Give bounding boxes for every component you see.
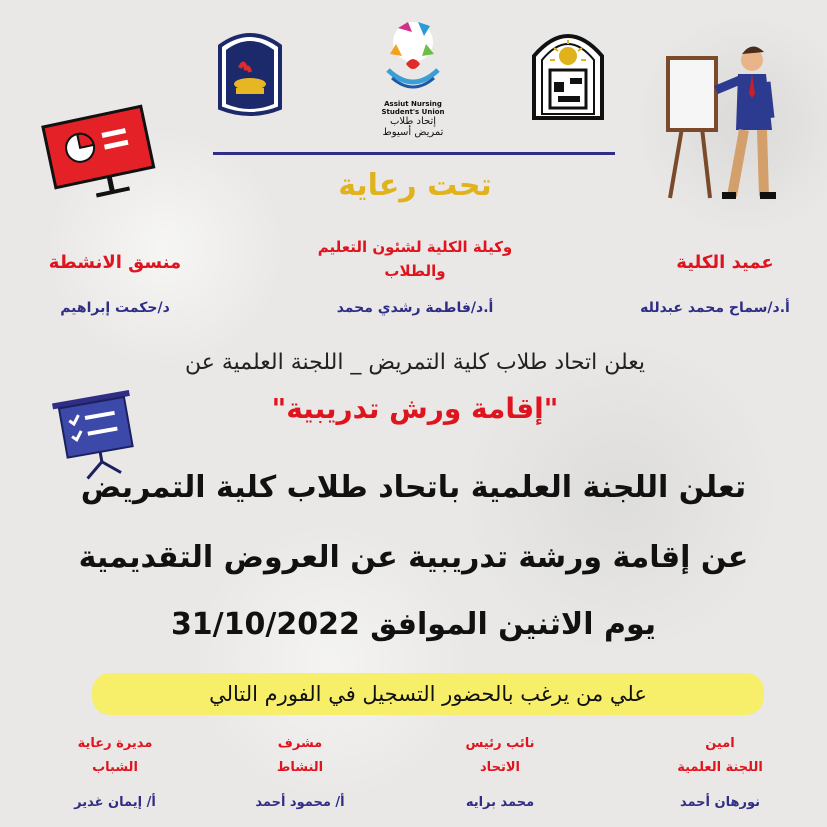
register-banner	[92, 673, 764, 715]
footer-3-role-1: مشرف	[277, 736, 323, 751]
announce-line: يعلن اتحاد طلاب كلية التمريض _ اللجنة العلمية عن	[184, 350, 646, 375]
sponsor-vice-dean-role-2: والطلاب	[384, 262, 446, 280]
faculty-nursing-logo	[210, 28, 290, 120]
footer-2-role-1: نائب رئيس	[465, 736, 535, 751]
student-union-logo	[368, 14, 458, 138]
sponsor-vice-dean-role-1: وكيلة الكلية لشئون التعليم	[317, 238, 513, 256]
footer-4-role-2: الشباب	[92, 760, 138, 775]
presenter-illustration	[660, 38, 790, 208]
presentation-chart-icon	[38, 95, 168, 200]
footer-2-role-2: الاتحاد	[480, 760, 520, 775]
body-line-1: تعلن اللجنة العلمية باتحاد طلاب كلية التمريض	[80, 470, 747, 505]
register-banner-text: علي من يرغب بالحضور التسجيل في الفورم التالي	[209, 682, 647, 706]
checklist-board-icon	[50, 390, 145, 480]
sponsor-coordinator-name: د/حكمت إبراهيم	[60, 300, 170, 316]
body-line-2: عن إقامة ورشة تدريبية عن العروض التقديمية	[78, 540, 749, 575]
event-title: "إقامة ورش تدريبية"	[271, 392, 559, 425]
union-caption-en: Assiut Nursing Student's Union	[381, 100, 445, 116]
body-line-3: يوم الاثنين الموافق 31/10/2022	[170, 607, 657, 642]
sponsor-dean-role: عميد الكلية	[676, 252, 774, 273]
sponsor-coordinator-role: منسق الانشطة	[48, 252, 182, 273]
footer-4-role-1: مديرة رعاية	[77, 736, 153, 751]
header-divider	[213, 152, 615, 155]
patronage-title: تحت رعاية	[338, 168, 492, 203]
union-caption-ar-2: تمريض أسيوط	[382, 127, 444, 138]
sponsor-dean-name: أ.د/سماح محمد عبدلله	[640, 300, 790, 316]
footer-1-name: نورهان أحمد	[679, 795, 761, 810]
footer-3-role-2: النشاط	[276, 760, 324, 775]
footer-2-name: محمد برايه	[465, 795, 535, 810]
footer-3-name: أ/ محمود أحمد	[255, 795, 345, 810]
assiut-university-logo	[528, 22, 608, 120]
footer-1-role-2: اللجنة العلمية	[677, 760, 763, 775]
footer-4-name: أ/ إيمان غدير	[74, 795, 156, 810]
union-caption-ar-1: إتحاد طلاب	[389, 116, 437, 127]
footer-1-role-1: امين	[705, 736, 735, 751]
sponsor-vice-dean-name: أ.د/فاطمة رشدي محمد	[336, 300, 494, 316]
